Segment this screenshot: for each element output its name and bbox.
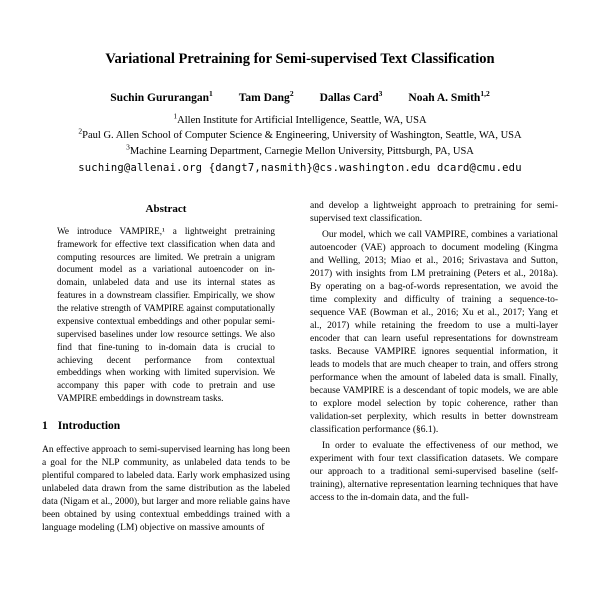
section-title: Introduction xyxy=(57,420,121,433)
abstract-text: We introduce VAMPIRE,¹ a lightweight pretraining framework for effective text classification when data and computing resources are limited. We pretrain a unigram document model as a variational autoencoder on in-domain, unlabeled data and use its internal states as features in a downstream classifier. Empirically, we show the relative strength of VAMPIRE against computationally expensive contextual embeddings and other popular semi-supervised baselines under low resource settings. We also find that fine-tuning to in-domain data is crucial to achieving decent performance from contextual embeddings when working with limited supervision. We accompany this paper with code to pretrain and use VAMPIRE embeddings in downstream tasks. xyxy=(57,225,275,404)
author-name: Dallas Card xyxy=(319,92,379,105)
section-heading xyxy=(42,419,290,435)
section-number: 1 xyxy=(42,420,48,433)
author xyxy=(319,89,383,105)
author-list xyxy=(42,89,558,105)
affiliation-marker: 2 xyxy=(78,126,83,136)
left-column xyxy=(42,200,290,538)
affiliation xyxy=(42,144,558,159)
affiliation-text: Allen Institute for Artificial Intelligence, Seattle, WA, USA xyxy=(177,115,427,127)
paragraph: An effective approach to semi-supervised learning has long been a goal for the NLP community, as unlabeled data tends to be plentiful compared to labeled data. Early work emphasized using unlabeled data drawn from the same distribution as the labeled data (Nigam et al., 2000), but larger and more reliable gains have been obtained by using contextual embeddings trained with a language modeling (LM) objective on massive amounts of xyxy=(42,444,290,533)
right-column xyxy=(310,200,558,538)
affiliation-list xyxy=(42,113,558,159)
author xyxy=(238,89,294,105)
paragraph: and develop a lightweight approach to pretraining for semi-supervised text classification. xyxy=(310,200,558,224)
affiliation-text: Paul G. Allen School of Computer Science & Engineering, University of Washington, Seattle, WA, USA xyxy=(82,130,522,142)
paragraph: In order to evaluate the effectiveness of our method, we experiment with four text classification datasets. We compare our approach to a traditional semi-supervised baseline (self-training), alternative representation learning techniques that have access to the in-domain data, and the full- xyxy=(310,440,558,503)
author-name: Suchin Gururangan xyxy=(110,92,210,105)
author-name: Tam Dang xyxy=(238,92,290,105)
abstract-heading: Abstract xyxy=(145,202,187,215)
affiliation-text: Machine Learning Department, Carnegie Mellon University, Pittsburgh, PA, USA xyxy=(129,145,474,157)
author-affil-marker: 2 xyxy=(289,89,294,99)
author-affil-marker: 1 xyxy=(209,89,213,99)
affiliation-marker: 1 xyxy=(173,111,178,121)
paper-body xyxy=(42,200,558,538)
affiliation-marker: 3 xyxy=(126,142,130,152)
author xyxy=(408,89,490,105)
paper-title: Variational Pretraining for Semi-supervised Text Classification xyxy=(105,51,495,67)
paragraph: Our model, which we call VAMPIRE, combines a variational autoencoder (VAE) approach to document modeling (Kingma and Welling, 2013; Miao et al., 2016; Srivastava and Sutton, 2017) with insights from LM pretraining (Peters et al., 2018a). By operating on a bag-of-words representation, we avoid the time complexity and difficulty of training a sequence-to-sequence VAE (Bowman et al., 2016; Xu et al., 2017; Yang et al., 2017) while retaining the freedom to use a multi-layer encoder that can learn useful representations for downstream tasks. Because VAMPIRE ignores sequential information, it leads to models that are much cheaper to train, and offers strong performance when the amount of labeled data is small. Finally, because VAMPIRE is a descendant of topic models, we are able to explore model selection by topic coherence, rather than validation-set perplexity, which results in better downstream classification performance (§6.1). xyxy=(310,229,558,435)
affiliation xyxy=(42,128,558,143)
author xyxy=(110,89,213,105)
author-affil-marker: 1,2 xyxy=(480,89,490,99)
email-line: suching@allenai.org {dangt7,nasmith}@cs.washington.edu dcard@cmu.edu xyxy=(78,161,522,174)
author-affil-marker: 3 xyxy=(378,89,383,99)
author-name: Noah A. Smith xyxy=(408,92,481,105)
affiliation xyxy=(42,113,558,128)
